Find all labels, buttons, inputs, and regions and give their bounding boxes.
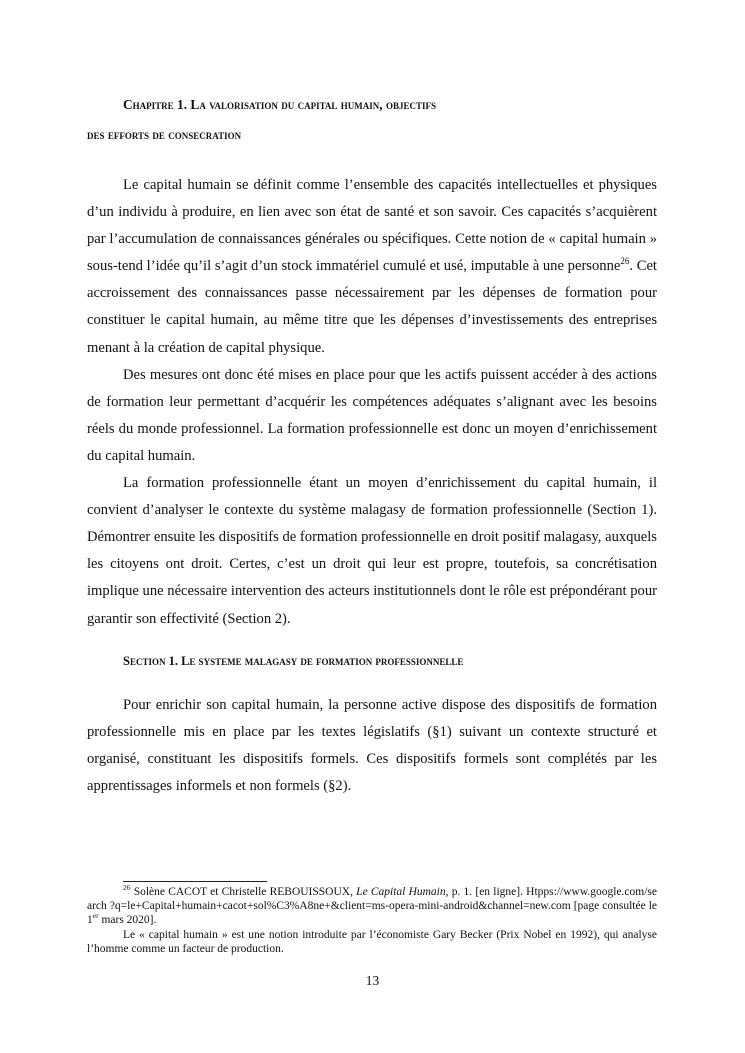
chapter-title xyxy=(87,90,657,150)
footnote-consulted: [page consultée le 1 xyxy=(87,900,657,927)
footnote-ref-26: 26 xyxy=(620,256,630,267)
section-heading xyxy=(123,652,657,670)
section-text xyxy=(87,692,657,800)
paragraph: Des mesures ont donc été mises en place pour que les actifs puissent accéder à des actions de formation leur permettant d’acquérir les compétences adéquates s’alignant avec les besoins réels du monde professionnel. La formation professionnelle est donc un moyen d’enrichissement du capital humain. xyxy=(87,366,657,464)
footnote-consulted-date: mars 2020]. xyxy=(98,914,157,927)
footnote-number: 26 xyxy=(123,883,131,893)
footnote-book-title: Le Capital Humain xyxy=(356,886,446,898)
chapter-intro-text xyxy=(87,172,657,633)
paragraph: La formation professionnelle étant un moyen d’enrichissement du capital humain, il convient d’analyser le contexte du système malagasy de formation professionnelle (Section 1). Démontrer ensuite les dispositifs de formation professionnelle en droit positif malagasy, auxquels les citoyens ont droit. Certes, c’est un droit qui leur est propre, toutefois, sa concrétisation implique une nécessaire intervention des acteurs institutionnels dont le rôle est prépondérant pour garantir son effectivité (Section 2). xyxy=(87,475,657,627)
footnotes xyxy=(87,885,657,956)
chapter-title-line2: des efforts de consecration xyxy=(87,127,242,142)
paragraph xyxy=(87,172,657,362)
section-number: Section 1. xyxy=(123,654,182,668)
footnote-authors: Solène CACOT et Christelle REBOUISSOUX, xyxy=(130,886,357,898)
footnote-url[interactable]: Htpps://www.google.com/search ?q=le+Capital+humain+cacot+sol%C3%A8ne+&client=ms-opera-mini-android&channel=new.com xyxy=(87,886,658,913)
paragraph-text: . Cet accroissement des connaissances passe nécessairement par les dépenses de formation pour constituer le capital humain, au même titre que les dépenses d’investissements des entreprises menant à la création de capital physique. xyxy=(87,258,657,356)
footnote-26 xyxy=(87,885,657,928)
chapter-title-line1: La valorisation du capital humain, objectifs xyxy=(190,97,436,112)
page-number: 13 xyxy=(365,973,380,988)
paragraph: Pour enrichir son capital humain, la personne active dispose des dispositifs de formation professionnelle mis en place par les textes législatifs (§1) suivant un contexte structuré et organisé, constituant les dispositifs formels. Ces dispositifs formels sont complétés par les apprentissages informels et non formels (§2). xyxy=(87,697,657,795)
section-title: Le systeme malagasy de formation professionnelle xyxy=(181,654,464,668)
footnote-note: Le « capital humain » est une notion introduite par l’économiste Gary Becker (Prix Nobel en 1992), qui analyse l’homme comme un facteur de production. xyxy=(87,928,657,955)
footnote-separator xyxy=(123,881,267,882)
footnote-ordinal: er xyxy=(92,911,99,921)
chapter-number: Chapitre 1. xyxy=(123,97,191,112)
paragraph-text: Le capital humain se définit comme l’ensemble des capacités intellectuelles et physiques d’un individu à produire, en lien avec son état de santé et son savoir. Ces capacités s’acquièrent par l’accumulation de connaissances générales ou spécifiques. Cette notion de « capital humain » sous-tend l’idée qu’il s’agit d’un stock immatériel cumulé et usé, imputable à une personne xyxy=(87,177,657,275)
footnote-pages: , p. 1. [en ligne]. xyxy=(445,886,527,898)
